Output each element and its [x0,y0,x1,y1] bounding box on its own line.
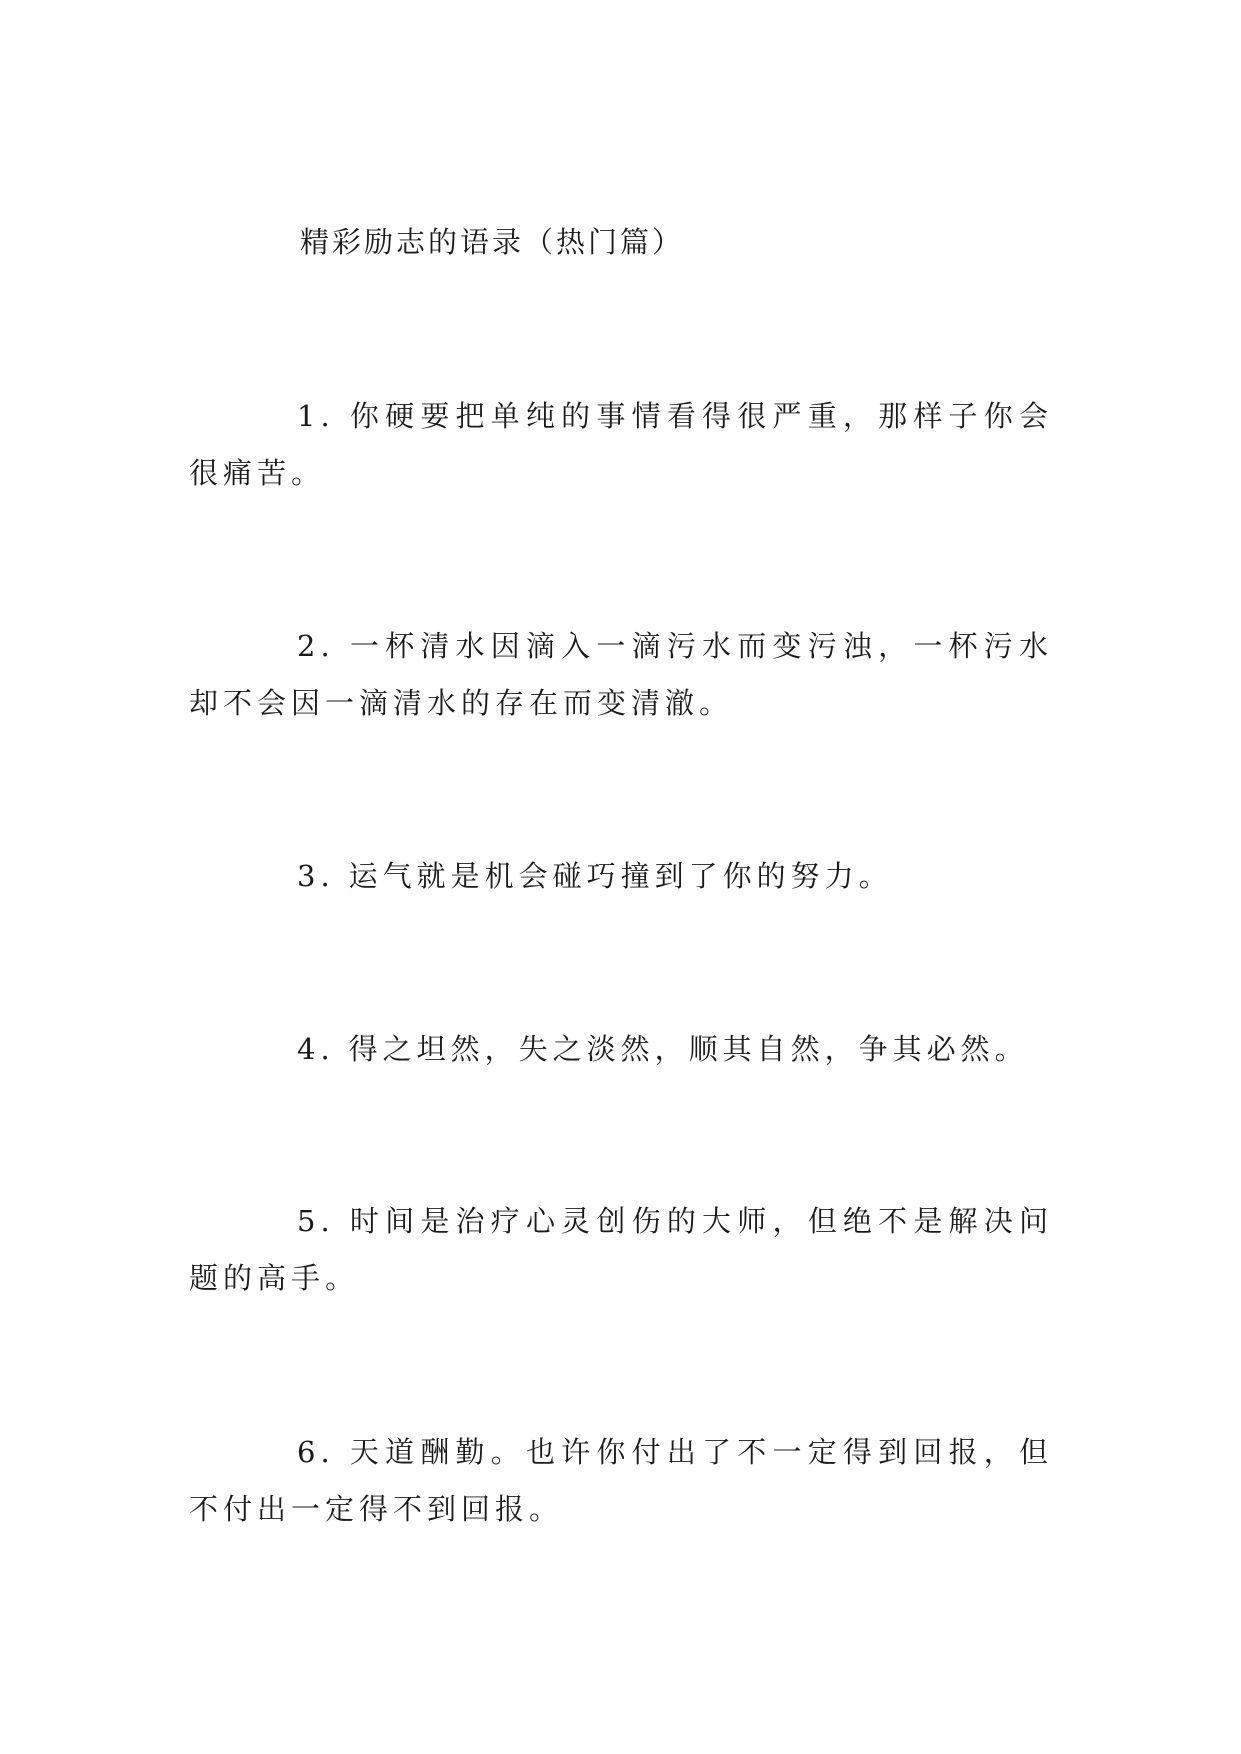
quote-number: 1. [297,399,335,433]
quote-paragraph-6 [189,1424,1053,1538]
quote-paragraph-3 [189,848,1053,905]
quote-number: 4. [297,1032,335,1066]
quote-text: 运气就是机会碰巧撞到了你的努力。 [348,859,893,893]
quote-number: 6. [297,1435,335,1469]
quote-paragraph-5 [189,1193,1053,1307]
quote-text: 天道酬勤。也许你付出了不一定得到回报，但不付出一定得不到回报。 [189,1435,1053,1526]
quote-text: 你硬要把单纯的事情看得很严重，那样子你会很痛苦。 [189,399,1053,490]
quote-paragraph-2 [189,618,1053,732]
quote-text: 时间是治疗心灵创伤的大师，但绝不是解决问题的高手。 [189,1204,1053,1295]
quote-paragraph-1 [189,388,1053,502]
quote-number: 2. [297,629,335,663]
quote-text: 得之坦然，失之淡然，顺其自然，争其必然。 [348,1032,1029,1066]
quote-text: 一杯清水因滴入一滴污水而变污浊，一杯污水却不会因一滴清水的存在而变清澈。 [189,629,1053,720]
quote-paragraph-4 [189,1021,1053,1078]
quote-number: 3. [297,859,335,893]
document-title: 精彩励志的语录（热门篇） [300,225,685,259]
quote-number: 5. [297,1204,335,1238]
